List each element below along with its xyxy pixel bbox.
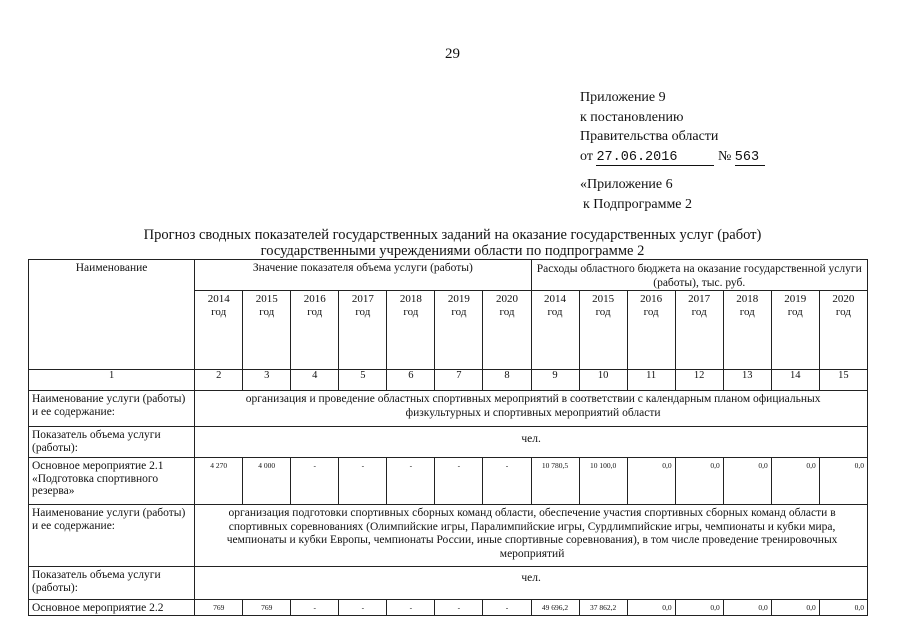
column-number: 8 — [483, 370, 531, 391]
expense-value: 0,0 — [675, 458, 723, 505]
column-number: 3 — [243, 370, 291, 391]
year-header-cell: 2016 год — [291, 291, 339, 370]
expense-value: 0,0 — [627, 600, 675, 616]
resolution-number: 563 — [735, 150, 765, 166]
expense-value: 0,0 — [771, 458, 819, 505]
year-header-cell: 2016 год — [627, 291, 675, 370]
service-description: организация и проведение областных спортивных мероприятий в соответствии с календарным планом официальных физкультурных и спортивных мероприятий области — [195, 391, 868, 427]
volume-value: - — [435, 458, 483, 505]
service-row — [29, 391, 868, 427]
volume-value: - — [387, 600, 435, 616]
header-row — [29, 260, 868, 291]
column-number: 5 — [339, 370, 387, 391]
column-number: 6 — [387, 370, 435, 391]
expense-value: 0,0 — [723, 458, 771, 505]
column-number: 2 — [195, 370, 243, 391]
volume-value: - — [483, 600, 531, 616]
name-column-header: Наименование — [29, 260, 195, 370]
indicator-row — [29, 567, 868, 600]
volume-value: 769 — [243, 600, 291, 616]
volume-value: - — [339, 600, 387, 616]
sub-appendix-line-1: «Приложение 6 — [580, 177, 673, 192]
volume-value: 4 270 — [195, 458, 243, 505]
service-description: организация подготовки спортивных сборных команд области, обеспечение участия спортивных сборных команд области в спортивных соревнованиях (Олимпийские игры, Паралимпийские игры, Сурдлимпийские игры, чемпионаты и кубки мира, чемпионаты и кубки Европы, чемпионаты России, иные спортивные соревнования), в том числе проведение тренировочных мероприятий — [195, 505, 868, 567]
indicator-label: Показатель объема услуги (работы): — [29, 567, 195, 600]
title-line-1: Прогноз сводных показателей государственных заданий на оказание государственных услуг (работ) — [143, 227, 762, 243]
expense-value: 10 780,5 — [531, 458, 579, 505]
service-label: Наименование услуги (работы) и ее содержание: — [29, 505, 195, 567]
volume-value: - — [339, 458, 387, 505]
expense-value: 0,0 — [723, 600, 771, 616]
indicator-label: Показатель объема услуги (работы): — [29, 427, 195, 458]
activity-row — [29, 458, 868, 505]
column-number-row — [29, 370, 868, 391]
activity-row — [29, 600, 868, 616]
year-header-cell: 2014 год — [531, 291, 579, 370]
forecast-table — [28, 259, 868, 616]
year-header-cell: 2014 год — [195, 291, 243, 370]
column-number: 12 — [675, 370, 723, 391]
expense-value: 0,0 — [627, 458, 675, 505]
column-number: 1 — [29, 370, 195, 391]
title-line-2: государственными учреждениями области по подпрограмме 2 — [260, 243, 645, 259]
year-header-cell: 2019 год — [435, 291, 483, 370]
year-header-cell: 2018 год — [723, 291, 771, 370]
column-number: 4 — [291, 370, 339, 391]
volume-value: - — [435, 600, 483, 616]
from-label: от — [580, 148, 593, 164]
appendix-line-2: к постановлению — [580, 109, 684, 125]
year-header-cell: 2015 год — [243, 291, 291, 370]
expense-value: 0,0 — [771, 600, 819, 616]
number-label: № — [717, 148, 732, 164]
appendix-block — [580, 88, 765, 166]
expense-value: 37 862,2 — [579, 600, 627, 616]
expense-value: 0,0 — [819, 458, 867, 505]
volume-value: - — [387, 458, 435, 505]
service-row — [29, 505, 868, 567]
page-title — [0, 227, 905, 259]
activity-label: Основное мероприятие 2.1 «Подготовка спортивного резерва» — [29, 458, 195, 505]
volume-value: 769 — [195, 600, 243, 616]
volume-value: - — [291, 458, 339, 505]
indicator-unit: чел. — [195, 427, 868, 458]
appendix-line-1: Приложение 9 — [580, 90, 666, 105]
service-label: Наименование услуги (работы) и ее содержание: — [29, 391, 195, 427]
expense-value: 0,0 — [675, 600, 723, 616]
year-header-cell: 2017 год — [675, 291, 723, 370]
year-header-cell: 2020 год — [483, 291, 531, 370]
page-number: 29 — [445, 46, 460, 62]
expense-header: Расходы областного бюджета на оказание государственной услуги (работы), тыс. руб. — [531, 260, 867, 291]
column-number: 15 — [819, 370, 867, 391]
volume-value: - — [291, 600, 339, 616]
sub-appendix-block — [580, 175, 692, 214]
year-header-cell: 2015 год — [579, 291, 627, 370]
indicator-row — [29, 427, 868, 458]
appendix-line-3: Правительства области — [580, 129, 719, 144]
column-number: 7 — [435, 370, 483, 391]
year-header-cell: 2020 год — [819, 291, 867, 370]
expense-value: 49 696,2 — [531, 600, 579, 616]
resolution-date: 27.06.2016 — [596, 150, 714, 166]
indicator-unit: чел. — [195, 567, 868, 600]
activity-label: Основное мероприятие 2.2 — [29, 600, 195, 616]
year-header-cell: 2019 год — [771, 291, 819, 370]
column-number: 9 — [531, 370, 579, 391]
volume-value: 4 000 — [243, 458, 291, 505]
column-number: 13 — [723, 370, 771, 391]
column-number: 14 — [771, 370, 819, 391]
column-number: 10 — [579, 370, 627, 391]
appendix-date-line — [580, 147, 765, 167]
year-header-cell: 2017 год — [339, 291, 387, 370]
expense-value: 10 100,0 — [579, 458, 627, 505]
year-header-cell: 2018 год — [387, 291, 435, 370]
volume-header: Значение показателя объема услуги (работы) — [195, 260, 531, 291]
column-number: 11 — [627, 370, 675, 391]
volume-value: - — [483, 458, 531, 505]
sub-appendix-line-2: к Подпрограмме 2 — [583, 196, 693, 212]
expense-value: 0,0 — [819, 600, 867, 616]
